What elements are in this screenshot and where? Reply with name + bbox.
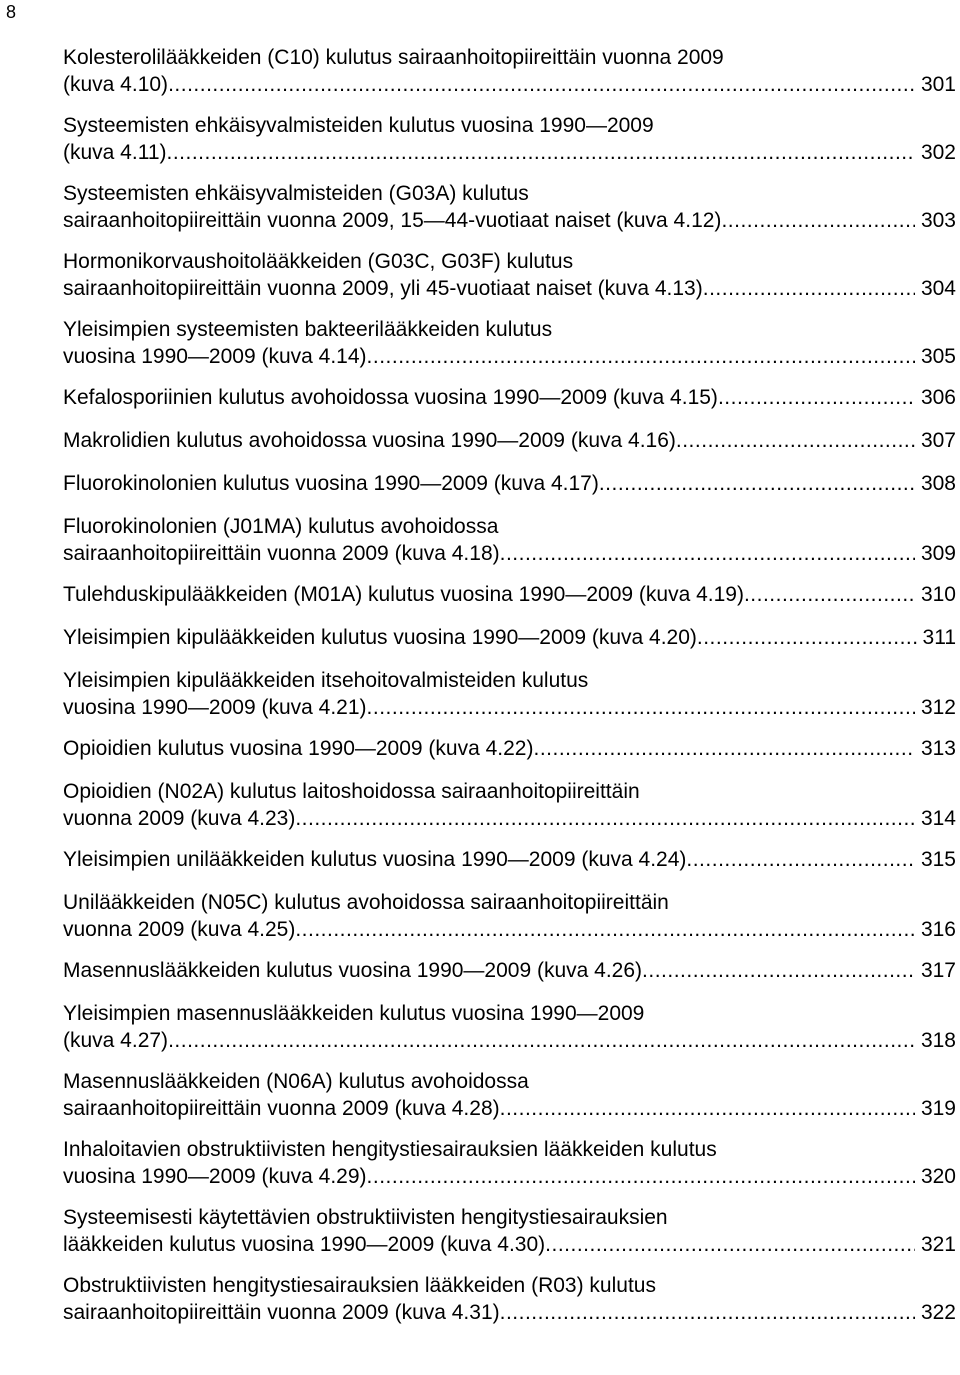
toc-page-number: 310	[920, 583, 956, 606]
toc-entry	[63, 513, 956, 567]
dot-leader	[168, 71, 915, 98]
dot-leader	[545, 1231, 915, 1258]
page-number: 8	[6, 2, 17, 22]
toc-entry	[63, 1204, 956, 1258]
dot-leader	[533, 735, 914, 762]
toc-entry	[63, 846, 956, 873]
toc-entry-line: Masennuslääkkeiden (N06A) kulutus avohoidossa	[63, 1070, 529, 1093]
toc-entry-line	[63, 624, 956, 651]
toc-page-number: 321	[920, 1233, 956, 1256]
toc-entry-line: Yleisimpien masennuslääkkeiden kulutus vuosina 1990—2009	[63, 1002, 645, 1025]
toc-entry	[63, 624, 956, 651]
toc-entry-title: Makrolidien kulutus avohoidossa vuosina 1990—2009 (kuva 4.16)	[63, 429, 676, 452]
toc-entry-title: vuonna 2009 (kuva 4.25)	[63, 918, 296, 941]
toc-entry	[63, 248, 956, 302]
toc-entry	[63, 1000, 956, 1054]
toc-page-number: 306	[920, 386, 956, 409]
dot-leader	[697, 624, 917, 651]
dot-leader	[721, 207, 915, 234]
dot-leader	[168, 1027, 915, 1054]
toc-entry-line: Hormonikorvaushoitolääkkeiden (G03C, G03F) kulutus	[63, 250, 574, 273]
toc-entry-title: vuosina 1990—2009 (kuva 4.14)	[63, 345, 367, 368]
toc-entry-title: sairaanhoitopiireittäin vuonna 2009 (kuva 4.18)	[63, 542, 500, 565]
toc-entry-line: Yleisimpien kipulääkkeiden itsehoitovalmisteiden kulutus	[63, 669, 589, 692]
toc-entry-line	[63, 343, 956, 370]
toc-entry-line: Systeemisten ehkäisyvalmisteiden kulutus vuosina 1990—2009	[63, 114, 654, 137]
toc-entry-title: (kuva 4.27)	[63, 1029, 169, 1052]
toc-entry	[63, 112, 956, 166]
toc-page-number: 303	[920, 209, 956, 232]
toc-entry	[63, 1272, 956, 1326]
toc-entry-line: Systeemisesti käytettävien obstruktiivisten hengitystiesairauksien	[63, 1206, 668, 1229]
toc-entry-title: sairaanhoitopiireittäin vuonna 2009 (kuva 4.31)	[63, 1301, 500, 1324]
dot-leader	[367, 343, 915, 370]
toc-entry-title: vuosina 1990—2009 (kuva 4.21)	[63, 696, 367, 719]
toc-entry-title: vuonna 2009 (kuva 4.23)	[63, 807, 296, 830]
toc-entry	[63, 735, 956, 762]
dot-leader	[676, 427, 915, 454]
toc-page-number: 301	[920, 73, 956, 96]
toc-entry	[63, 778, 956, 832]
toc-page-number: 319	[920, 1097, 956, 1120]
toc-page-number: 309	[920, 542, 956, 565]
toc-entry	[63, 427, 956, 454]
toc-entry-line	[63, 1231, 956, 1258]
toc-page-number: 305	[920, 345, 956, 368]
toc-entry-line	[63, 1163, 956, 1190]
toc-entry	[63, 889, 956, 943]
toc-entry-line	[63, 1027, 956, 1054]
toc-entry-title: sairaanhoitopiireittäin vuonna 2009, yli 45-vuotiaat naiset (kuva 4.13)	[63, 277, 703, 300]
toc-entry-line: Systeemisten ehkäisyvalmisteiden (G03A) kulutus	[63, 182, 529, 205]
toc-entry-title: (kuva 4.10)	[63, 73, 169, 96]
toc-entry-line	[63, 1095, 956, 1122]
toc-page-number: 318	[920, 1029, 956, 1052]
toc-entry-line	[63, 470, 956, 497]
toc-entry-line	[63, 805, 956, 832]
toc-entry-line	[63, 846, 956, 873]
table-of-figures	[63, 44, 956, 1340]
toc-entry-line	[63, 694, 956, 721]
toc-page-number: 314	[920, 807, 956, 830]
toc-entry-title: (kuva 4.11)	[63, 141, 167, 164]
toc-page-number: 315	[920, 848, 956, 871]
toc-entry-line	[63, 427, 956, 454]
dot-leader	[599, 470, 915, 497]
toc-entry-title: vuosina 1990—2009 (kuva 4.29)	[63, 1165, 367, 1188]
toc-entry-line	[63, 207, 956, 234]
toc-page-number: 316	[920, 918, 956, 941]
dot-leader	[500, 1299, 915, 1326]
toc-entry-title: lääkkeiden kulutus vuosina 1990—2009 (kuva 4.30)	[63, 1233, 546, 1256]
toc-page-number: 307	[920, 429, 956, 452]
toc-entry-line	[63, 540, 956, 567]
toc-entry-line: Unilääkkeiden (N05C) kulutus avohoidossa sairaanhoitopiireittäin	[63, 891, 669, 914]
toc-entry-title: Yleisimpien kipulääkkeiden kulutus vuosina 1990—2009 (kuva 4.20)	[63, 626, 697, 649]
toc-page-number: 320	[920, 1165, 956, 1188]
toc-entry-line	[63, 916, 956, 943]
toc-entry-title: Masennuslääkkeiden kulutus vuosina 1990—2009 (kuva 4.26)	[63, 959, 643, 982]
toc-entry-title: Opioidien kulutus vuosina 1990—2009 (kuva 4.22)	[63, 737, 534, 760]
dot-leader	[500, 1095, 915, 1122]
toc-entry-line	[63, 581, 956, 608]
dot-leader	[686, 846, 915, 873]
dot-leader	[167, 139, 915, 166]
toc-entry	[63, 581, 956, 608]
toc-entry-line	[63, 735, 956, 762]
toc-entry-title: Fluorokinolonien kulutus vuosina 1990—2009 (kuva 4.17)	[63, 472, 599, 495]
toc-entry-line	[63, 139, 956, 166]
toc-entry-title: Kefalosporiinien kulutus avohoidossa vuosina 1990—2009 (kuva 4.15)	[63, 386, 718, 409]
dot-leader	[703, 275, 915, 302]
dot-leader	[367, 694, 915, 721]
dot-leader	[744, 581, 915, 608]
toc-entry	[63, 957, 956, 984]
toc-page-number: 312	[920, 696, 956, 719]
toc-entry	[63, 470, 956, 497]
dot-leader	[642, 957, 915, 984]
dot-leader	[500, 540, 915, 567]
dot-leader	[295, 916, 915, 943]
toc-entry-title: sairaanhoitopiireittäin vuonna 2009 (kuva 4.28)	[63, 1097, 500, 1120]
toc-entry-line	[63, 957, 956, 984]
toc-entry	[63, 1136, 956, 1190]
toc-entry-line	[63, 384, 956, 411]
toc-entry-title: Tulehduskipulääkkeiden (M01A) kulutus vuosina 1990—2009 (kuva 4.19)	[63, 583, 744, 606]
toc-entry-line: Obstruktiivisten hengitystiesairauksien lääkkeiden (R03) kulutus	[63, 1274, 656, 1297]
dot-leader	[295, 805, 915, 832]
toc-entry	[63, 180, 956, 234]
toc-entry	[63, 384, 956, 411]
toc-page-number: 308	[920, 472, 956, 495]
toc-entry-line	[63, 275, 956, 302]
toc-entry	[63, 316, 956, 370]
toc-entry-line	[63, 71, 956, 98]
toc-entry	[63, 44, 956, 98]
toc-page-number: 311	[922, 626, 956, 649]
toc-entry	[63, 667, 956, 721]
dot-leader	[367, 1163, 915, 1190]
dot-leader	[718, 384, 915, 411]
toc-entry-line: Opioidien (N02A) kulutus laitoshoidossa sairaanhoitopiireittäin	[63, 780, 640, 803]
toc-entry	[63, 1068, 956, 1122]
toc-entry-title: Yleisimpien unilääkkeiden kulutus vuosina 1990—2009 (kuva 4.24)	[63, 848, 687, 871]
toc-page-number: 313	[920, 737, 956, 760]
toc-page-number: 304	[920, 277, 956, 300]
toc-entry-line: Kolesterolilääkkeiden (C10) kulutus sairaanhoitopiireittäin vuonna 2009	[63, 46, 724, 69]
toc-entry-line	[63, 1299, 956, 1326]
toc-entry-line: Fluorokinolonien (J01MA) kulutus avohoidossa	[63, 515, 499, 538]
toc-page-number: 317	[920, 959, 956, 982]
toc-page-number: 322	[920, 1301, 956, 1324]
toc-entry-line: Inhaloitavien obstruktiivisten hengitystiesairauksien lääkkeiden kulutus	[63, 1138, 717, 1161]
toc-page-number: 302	[920, 141, 956, 164]
toc-entry-line: Yleisimpien systeemisten bakteerilääkkeiden kulutus	[63, 318, 553, 341]
toc-entry-title: sairaanhoitopiireittäin vuonna 2009, 15—44-vuotiaat naiset (kuva 4.12)	[63, 209, 722, 232]
